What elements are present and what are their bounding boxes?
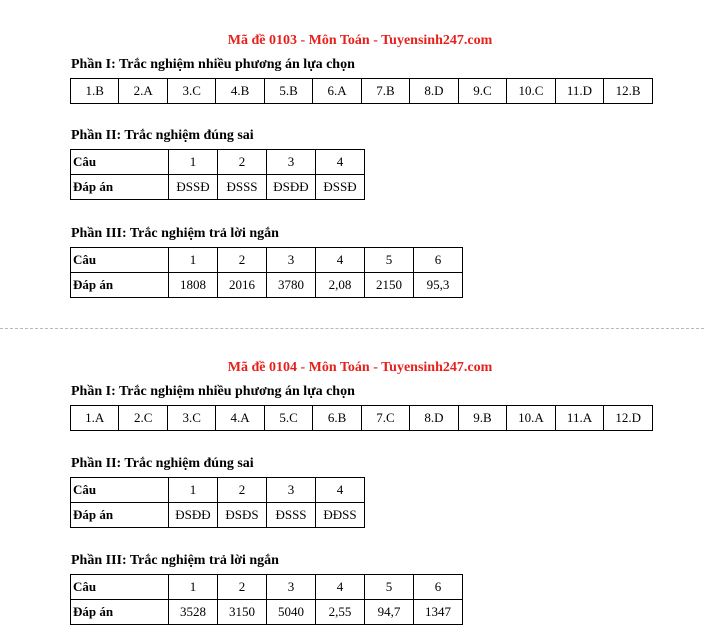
table-row	[71, 503, 365, 528]
answer-cell: 6.B	[313, 406, 361, 431]
answer-row-label: Đáp án	[71, 600, 169, 625]
part2-heading: Phần II: Trắc nghiệm đúng sai	[71, 128, 254, 143]
question-cell: 4	[316, 575, 365, 600]
table-row	[71, 575, 463, 600]
answer-cell: 3780	[267, 273, 316, 298]
answer-cell: 95,3	[414, 273, 463, 298]
answer-cell: 11.A	[555, 406, 604, 431]
answer-cell: 11.D	[555, 79, 604, 104]
question-cell: 2	[218, 248, 267, 273]
table-row	[71, 600, 463, 625]
answer-cell: 4.A	[216, 406, 264, 431]
answer-cell: 5040	[267, 600, 316, 625]
question-cell: 6	[414, 248, 463, 273]
question-cell: 5	[365, 575, 414, 600]
question-row-label: Câu	[71, 478, 169, 503]
question-cell: 3	[267, 575, 316, 600]
answer-cell: ĐSSĐ	[169, 175, 218, 200]
answer-cell: 1808	[169, 273, 218, 298]
part3-answer-table	[70, 574, 463, 625]
answer-cell: ĐSĐĐ	[267, 175, 316, 200]
answer-cell: 2,55	[316, 600, 365, 625]
answer-cell: 10.A	[507, 406, 556, 431]
part3-heading: Phần III: Trắc nghiệm trả lời ngắn	[71, 226, 279, 241]
part1-heading: Phần I: Trắc nghiệm nhiều phương án lựa chọn	[71, 384, 355, 399]
table-row	[71, 175, 365, 200]
answer-cell: ĐĐSS	[316, 503, 365, 528]
answer-cell: 3.C	[167, 79, 215, 104]
question-cell: 1	[169, 575, 218, 600]
question-cell: 3	[267, 150, 316, 175]
answer-cell: ĐSSĐ	[316, 175, 365, 200]
question-cell: 4	[316, 478, 365, 503]
answer-cell: 7.B	[361, 79, 409, 104]
answer-cell: 4.B	[216, 79, 264, 104]
answer-row-label: Đáp án	[71, 503, 169, 528]
question-cell: 2	[218, 150, 267, 175]
answer-cell: 2.C	[119, 406, 167, 431]
question-cell: 4	[316, 150, 365, 175]
part2-heading: Phần II: Trắc nghiệm đúng sai	[71, 456, 254, 471]
answer-cell: 2150	[365, 273, 414, 298]
question-cell: 3	[267, 478, 316, 503]
answer-cell: 3528	[169, 600, 218, 625]
answer-cell: 1.A	[71, 406, 119, 431]
answer-cell: ĐSĐS	[218, 503, 267, 528]
question-cell: 4	[316, 248, 365, 273]
question-cell: 1	[169, 248, 218, 273]
question-cell: 1	[169, 150, 218, 175]
table-row	[71, 406, 653, 431]
answer-cell: 94,7	[365, 600, 414, 625]
answer-row-label: Đáp án	[71, 273, 169, 298]
page-divider	[0, 328, 704, 329]
question-row-label: Câu	[71, 575, 169, 600]
answer-cell: 6.A	[313, 79, 361, 104]
part1-heading: Phần I: Trắc nghiệm nhiều phương án lựa chọn	[71, 57, 355, 72]
part3-heading: Phần III: Trắc nghiệm trả lời ngắn	[71, 553, 279, 568]
answer-cell: 10.C	[507, 79, 556, 104]
answer-cell: 3.C	[167, 406, 215, 431]
answer-cell: 2016	[218, 273, 267, 298]
table-row	[71, 273, 463, 298]
part2-answer-table	[70, 149, 365, 200]
part1-answer-table	[70, 78, 653, 104]
answer-cell: 5.C	[264, 406, 312, 431]
question-cell: 3	[267, 248, 316, 273]
answer-cell: 7.C	[361, 406, 409, 431]
part2-answer-table	[70, 477, 365, 528]
answer-cell: 5.B	[264, 79, 312, 104]
question-cell: 2	[218, 478, 267, 503]
answer-cell: ĐSĐĐ	[169, 503, 218, 528]
answer-row-label: Đáp án	[71, 175, 169, 200]
question-cell: 2	[218, 575, 267, 600]
part3-answer-table	[70, 247, 463, 298]
answer-cell: ĐSSS	[267, 503, 316, 528]
answer-cell: 1347	[414, 600, 463, 625]
table-row	[71, 248, 463, 273]
answer-cell: 1.B	[71, 79, 119, 104]
answer-cell: ĐSSS	[218, 175, 267, 200]
question-cell: 6	[414, 575, 463, 600]
exam-title: Mã đề 0104 - Môn Toán - Tuyensinh247.com	[227, 360, 493, 375]
answer-cell: 9.C	[458, 79, 506, 104]
answer-cell: 8.D	[410, 406, 458, 431]
answer-cell: 9.B	[458, 406, 506, 431]
table-row	[71, 150, 365, 175]
table-row	[71, 79, 653, 104]
answer-cell: 12.D	[604, 406, 653, 431]
answer-cell: 3150	[218, 600, 267, 625]
part1-answer-table	[70, 405, 653, 431]
question-cell: 1	[169, 478, 218, 503]
question-cell: 5	[365, 248, 414, 273]
answer-cell: 12.B	[604, 79, 653, 104]
question-row-label: Câu	[71, 248, 169, 273]
answer-cell: 8.D	[410, 79, 458, 104]
question-row-label: Câu	[71, 150, 169, 175]
answer-cell: 2.A	[119, 79, 167, 104]
exam-title: Mã đề 0103 - Môn Toán - Tuyensinh247.com	[227, 33, 493, 48]
answer-cell: 2,08	[316, 273, 365, 298]
table-row	[71, 478, 365, 503]
